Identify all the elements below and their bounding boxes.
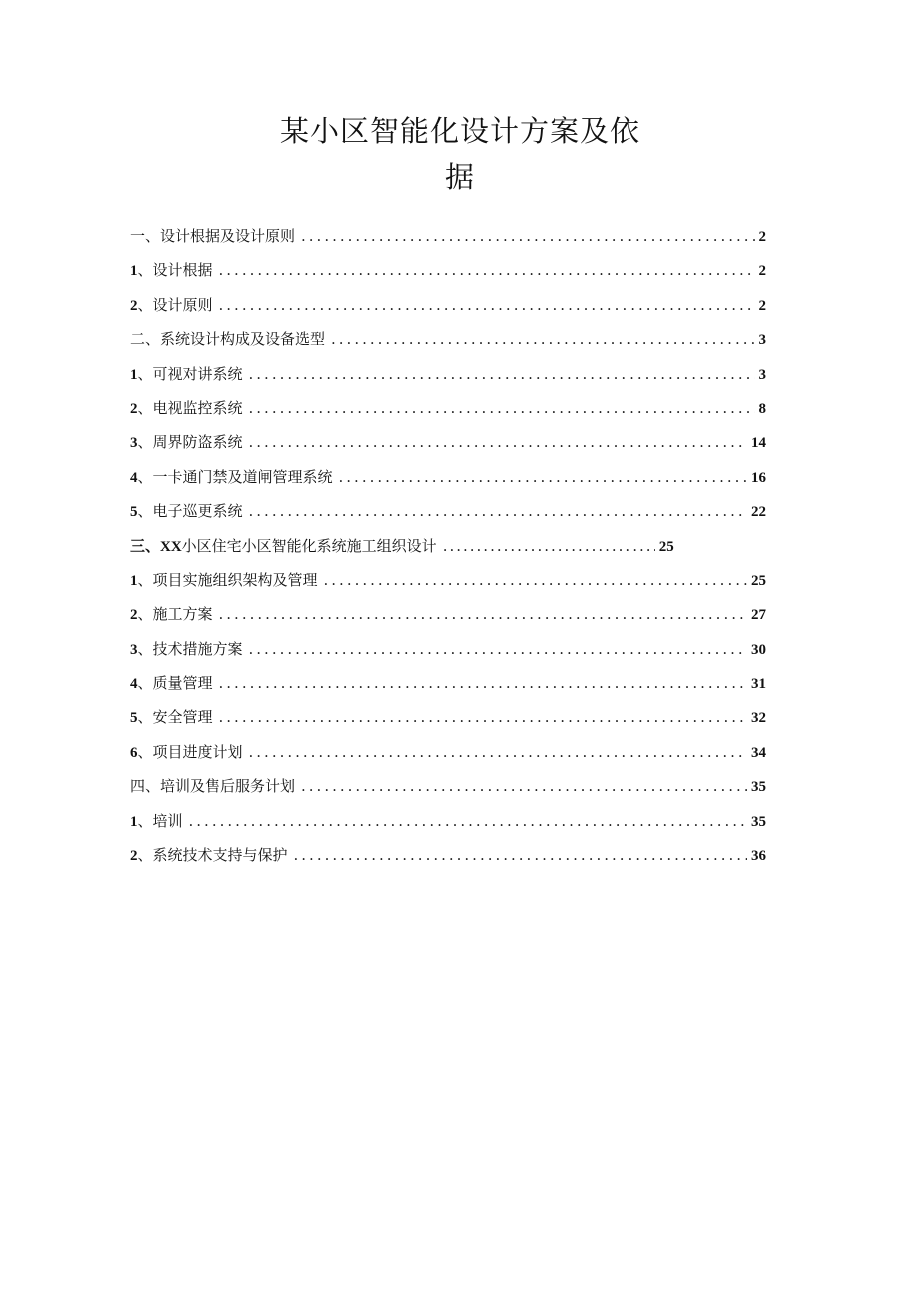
toc-entry-label: 、项目进度计划 [137, 742, 243, 761]
toc-entry-page: 36 [751, 848, 766, 865]
toc-entry-3-2[interactable] [130, 604, 766, 638]
toc-entry-2-3[interactable] [130, 432, 766, 466]
toc-entry-number: 2 [130, 400, 138, 417]
toc-entry-page: 14 [751, 435, 766, 452]
toc-entry-page: 25 [658, 538, 674, 555]
toc-entry-label: 、项目实施组织架构及管理 [137, 570, 318, 589]
toc-entry-number: 3 [130, 641, 138, 658]
toc-entry-label: 、电视监控系统 [137, 398, 243, 417]
toc-entry-label: 、安全管理 [137, 708, 213, 727]
toc-entry-label: 、系统技术支持与保护 [137, 846, 288, 865]
toc-entry-1-2[interactable] [130, 295, 766, 329]
toc-entry-4-1[interactable] [130, 811, 766, 845]
toc-entry-number: 2 [130, 297, 138, 314]
toc-leader-dots [249, 501, 747, 521]
toc-entry-4-2[interactable] [130, 845, 766, 879]
toc-entry-page: 25 [751, 572, 766, 589]
toc-leader-dots [219, 260, 755, 280]
toc-entry-3-1[interactable] [130, 570, 766, 604]
toc-entry-label: 、设计根据 [137, 261, 213, 280]
toc-entry-label: 、电子巡更系统 [137, 502, 243, 521]
toc-entry-3-3[interactable] [130, 639, 766, 673]
toc-entry-number: 2 [130, 607, 138, 624]
toc-leader-dots [249, 432, 747, 452]
toc-entry-label: 、可视对讲系统 [137, 364, 243, 383]
document-title-line-1: 某小区智能化设计方案及依 [279, 114, 640, 148]
toc-entry-3-6[interactable] [130, 742, 766, 776]
toc-entry-number: 3 [130, 435, 138, 452]
toc-entry-number: 1 [130, 813, 138, 830]
toc-entry-2-5[interactable] [130, 501, 766, 535]
toc-entry-page: 30 [751, 641, 766, 658]
toc-entry-page: 34 [751, 744, 766, 761]
toc-leader-dots [294, 845, 747, 865]
toc-entry-label: 、质量管理 [137, 674, 213, 693]
document-title-line-2: 据 [444, 160, 475, 194]
toc-entry-label: 一、设计根据及设计原则 [130, 227, 296, 245]
toc-entry-label: 、设计原则 [137, 295, 213, 314]
toc-leader-dots [324, 570, 747, 590]
toc-leader-dots [249, 364, 755, 384]
toc-entry-number: 4 [130, 469, 138, 486]
toc-entry-page: 2 [758, 229, 766, 245]
toc-entry-page: 31 [751, 676, 766, 693]
toc-leader-dots [249, 398, 755, 418]
toc-entry-label: 小区住宅小区智能化系统施工组织设计 [181, 536, 437, 555]
toc-entry-page: 8 [758, 400, 766, 417]
toc-entry-number: 1 [130, 366, 138, 383]
toc-leader-dots [249, 639, 747, 659]
toc-entry-page: 16 [751, 469, 766, 486]
toc-entry-3[interactable] [130, 536, 766, 570]
toc-entry-4[interactable] [130, 776, 766, 810]
toc-leader-dots [339, 467, 747, 487]
toc-leader-dots [219, 604, 747, 624]
toc-entry-page: 2 [758, 263, 766, 280]
toc-entry-3-5[interactable] [130, 707, 766, 741]
toc-leader-dots [301, 226, 754, 246]
toc-entry-label: 、技术措施方案 [137, 639, 243, 658]
toc-entry-number: 1 [130, 263, 138, 280]
toc-entry-number: 6 [130, 744, 138, 761]
toc-entry-label: 、施工方案 [137, 605, 213, 624]
toc-leader-dots [219, 707, 747, 727]
toc-entry-page: 35 [751, 779, 766, 796]
toc-entry-2-4[interactable] [130, 467, 766, 501]
toc-leader-dots [249, 742, 747, 762]
toc-entry-label: 四、培训及售后服务计划 [130, 777, 296, 796]
toc-entry-page: 35 [751, 813, 766, 830]
toc-entry-number: 2 [130, 848, 138, 865]
toc-entry-page: 3 [758, 366, 766, 383]
toc-entry-page: 3 [758, 332, 766, 349]
toc-leader-dots [189, 811, 747, 831]
toc-entry-page: 27 [751, 607, 766, 624]
toc-entry-label: 、一卡通门禁及道闸管理系统 [137, 467, 333, 486]
toc-entry-2-2[interactable] [130, 398, 766, 432]
toc-entry-number: 三、XX [130, 538, 182, 555]
toc-entry-2[interactable] [130, 329, 766, 363]
toc-entry-page: 2 [758, 297, 766, 314]
toc-entry-label: 、培训 [137, 811, 183, 830]
toc-entry-page: 32 [751, 710, 766, 727]
document-title [0, 108, 920, 200]
toc-entry-number: 5 [130, 710, 138, 727]
toc-leader-dots [219, 673, 747, 693]
toc-leader-dots [331, 329, 754, 349]
toc-leader-dots [443, 536, 655, 556]
toc-leader-dots [301, 776, 747, 796]
toc-entry-label: 、周界防盗系统 [137, 433, 243, 452]
toc-entry-1[interactable] [130, 226, 766, 260]
toc-entry-2-1[interactable] [130, 364, 766, 398]
toc-entry-1-1[interactable] [130, 260, 766, 294]
toc-entry-number: 1 [130, 572, 138, 589]
toc-entry-page: 22 [751, 504, 766, 521]
toc-entry-label: 二、系统设计构成及设备选型 [130, 330, 326, 349]
table-of-contents [130, 226, 766, 879]
toc-entry-number: 4 [130, 676, 138, 693]
toc-entry-number: 5 [130, 504, 138, 521]
toc-entry-3-4[interactable] [130, 673, 766, 707]
toc-leader-dots [219, 295, 755, 315]
